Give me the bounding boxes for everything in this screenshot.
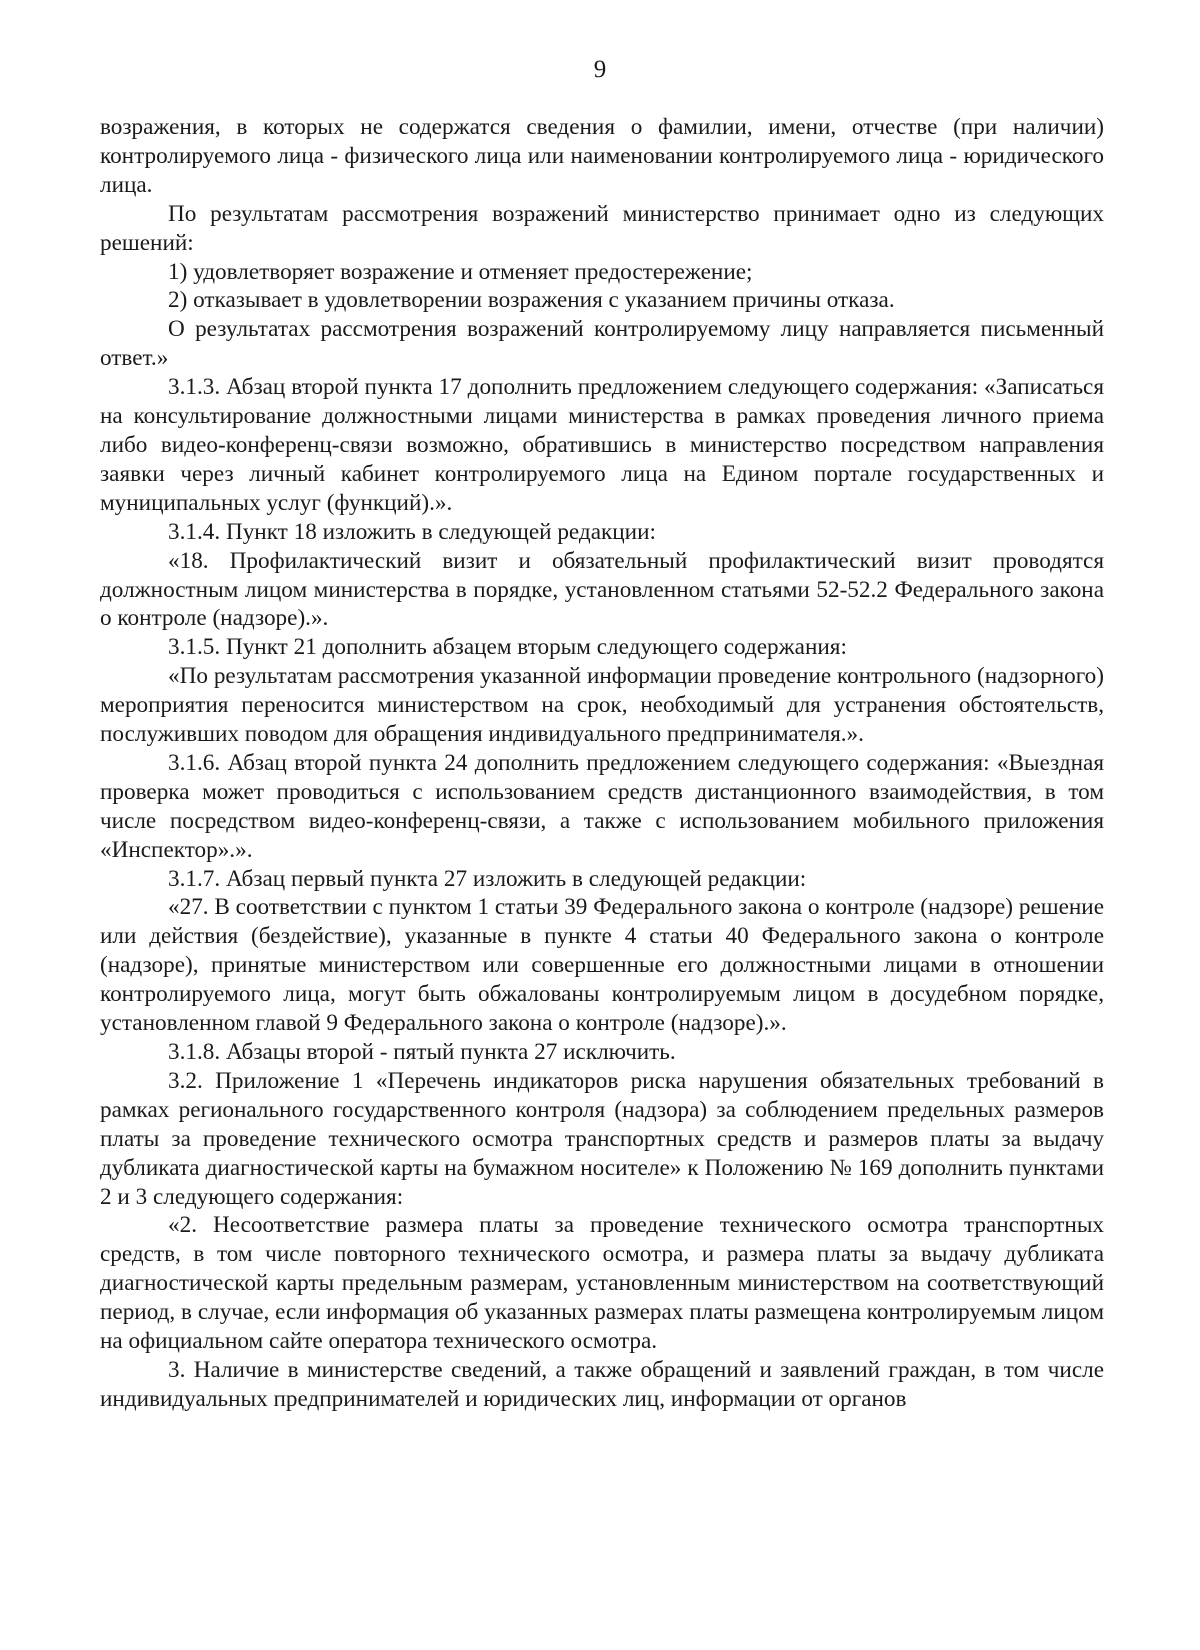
clause-3-1-5: 3.1.5. Пункт 21 дополнить абзацем вторым следующего содержания: [168, 634, 847, 661]
clause-3-1-7: 3.1.7. Абзац первый пункта 27 изложить в следующей редакции: [168, 865, 807, 892]
paragraph-continuation: возражения, в которых не содержатся сведения о фамилии, имени, отчестве (при наличии) контролируемого лица - физического лица или наименовании контролируемого лица - юридического лица. [100, 114, 1104, 198]
quote-indicator-3: 3. Наличие в министерстве сведений, а также обращений и заявлений граждан, в том числе индивидуальных предпринимателей и юридических лиц, информации от органов [100, 1356, 1104, 1412]
clause-3-1-6: 3.1.6. Абзац второй пункта 24 дополнить предложением следующего содержания: «Выездная проверка может проводиться с использованием средств дистанционного взаимодействия, в том числе посредством видео-конференц-связи, а также с использованием мобильного приложения «Инспектор».». [100, 749, 1104, 863]
quote-item-27: «27. В соответствии с пунктом 1 статьи 39 Федерального закона о контроле (надзоре) решение или действия (бездействие), указанные в пункте 4 статьи 40 Федерального закона о контроле (надзоре), принятые министерством или совершенные его должностными лицами в отношении контролируемого лица, могут быть обжалованы контролируемым лицом в досудебном порядке, установленном главой 9 Федерального закона о контроле (надзоре).». [100, 894, 1104, 1037]
list-item-2: 2) отказывает в удовлетворении возражения с указанием причины отказа. [168, 287, 895, 314]
quote-indicator-2: «2. Несоответствие размера платы за проведение технического осмотра транспортных средств, в том числе повторного технического осмотра, и размера платы за выдачу дубликата диагностической карты предельным размерам, установленным министерством на соответствующий период, в случае, если информация об указанных размерах платы размещена контролируемым лицом на официальном сайте оператора технического осмотра. [100, 1212, 1104, 1355]
clause-3-2: 3.2. Приложение 1 «Перечень индикаторов риска нарушения обязательных требований в рамках регионального государственного контроля (надзора) за соблюдением предельных размеров платы за проведение технического осмотра транспортных средств и размеров платы за выдачу дубликата диагностической карты на бумажном носителе» к Положению № 169 дополнить пунктами 2 и 3 следующего содержания: [100, 1067, 1104, 1210]
paragraph-review-decisions: По результатам рассмотрения возражений министерство принимает одно из следующих решений: [100, 200, 1104, 256]
clause-3-1-3: 3.1.3. Абзац второй пункта 17 дополнить предложением следующего содержания: «Записаться на консультирование должностными лицами министерства в рамках проведения личного приема либо видео-конференц-связи возможно, обратившись в министерство посредством направления заявки через личный кабинет контролируемого лица на Едином портале государственных и муниципальных услуг (функций).». [100, 374, 1104, 516]
clause-3-1-4: 3.1.4. Пункт 18 изложить в следующей редакции: [168, 518, 656, 545]
document-body [100, 113, 1104, 1414]
list-item-1: 1) удовлетворяет возражение и отменяет предостережение; [168, 258, 753, 285]
paragraph-written-response: О результатах рассмотрения возражений контролируемому лицу направляется письменный ответ.» [100, 316, 1104, 372]
quote-item-21: «По результатам рассмотрения указанной информации проведение контрольного (надзорного) мероприятия переносится министерством на срок, необходимый для устранения обстоятельств, послуживших поводом для обращения индивидуального предпринимателя.». [100, 663, 1104, 748]
page-number: 9 [593, 56, 607, 83]
quote-item-18: «18. Профилактический визит и обязательный профилактический визит проводятся должностным лицом министерства в порядке, установленном статьями 52-52.2 Федерального закона о контроле (надзоре).». [100, 547, 1104, 632]
clause-3-1-8: 3.1.8. Абзацы второй - пятый пункта 27 исключить. [168, 1039, 676, 1065]
